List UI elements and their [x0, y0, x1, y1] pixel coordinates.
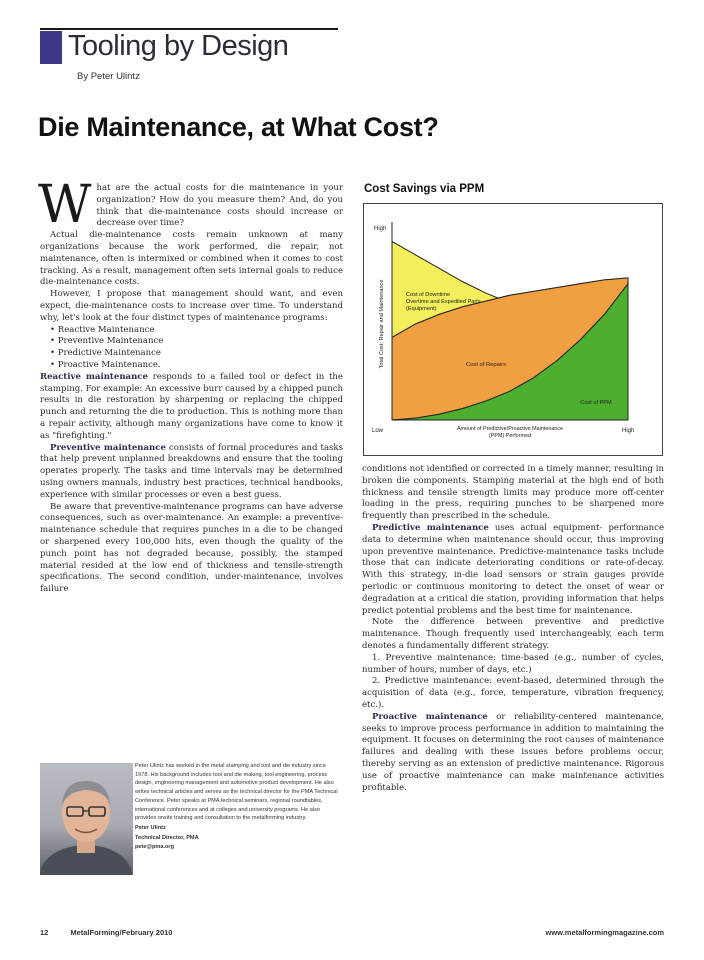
- y-axis-label: Total Cost: Repair and Maintenance: [379, 279, 385, 369]
- label-downtime-line3: (Equipment): [406, 306, 437, 312]
- chart-title: Cost Savings via PPM: [364, 183, 485, 195]
- predictive-paragraph: [362, 523, 664, 617]
- article-title: Die Maintenance, at What Cost?: [38, 112, 439, 142]
- body-paragraph: Note the difference between preventive and predictive maintenance. Though frequently used interchangeably, each term denotes a fundamentally different strategy.: [362, 617, 664, 651]
- intro-text: hat are the actual costs for die maintenance in your organization? How do you measure them? And, do you think that die-maintenance costs should increase or decrease over time?: [96, 183, 343, 229]
- list-item: • Proactive Maintenance.: [50, 360, 343, 372]
- bio-email: pete@pma.org: [135, 844, 175, 851]
- term-predictive: Predictive maintenance: [372, 522, 489, 533]
- reactive-text: responds to a failed tool or defect in the stamping. For example: An excessive burr caused by a chipped punch results in die restoration by sharpening or replacing the chipped punch and returning the die to production. This is nothing more than a repair activity, although many organizations have come to know it as "firefighting.": [40, 371, 343, 441]
- x-axis-label-line2: (PPM) Performed: [489, 433, 531, 439]
- predictive-text: uses actual equipment- performance data to determine when maintenance should occur, thus improving upon preventive maintenance. Predictive-maintenance tasks include those that can indicate deteriorating conditions or rate-of-decay. With this strategy, in-die load sensors or strain gauges provide periodic or continuous monitoring to detect the onset of wear or degradation at a critical die station, providing information that helps predict potential problems and the best time for maintenance.: [362, 522, 664, 616]
- list-paragraph: 1. Preventive maintenance: time-based (e.g., number of cycles, number of hours, number of days, etc.): [362, 652, 664, 675]
- author-photo: [40, 763, 133, 875]
- label-downtime-line2: Overtime and Expedited Parts: [406, 299, 481, 305]
- drop-cap: W: [38, 175, 92, 235]
- label-repairs: Cost of Repairs: [466, 362, 506, 368]
- term-preventive: Preventive maintenance: [50, 442, 166, 453]
- issue-label: MetalForming/February 2010: [70, 928, 173, 937]
- preventive-paragraph: [40, 443, 343, 502]
- x-tick-low: Low: [372, 428, 384, 434]
- proactive-paragraph: [362, 712, 664, 795]
- author-bio: [135, 762, 340, 852]
- proactive-text: or reliability-centered maintenance, seeks to improve process performance in addition to maintaining the equipment. It focuses on determining the root causes of maintenance failures and dealing with these issues before problems occur, thereby serving as an extension of predictive maintenance. Rigorous use of proactive maintenance can make maintenance activities profitable.: [362, 711, 664, 793]
- bio-name: Peter Ulintz: [135, 824, 166, 831]
- bio-title: Technical Director, PMA: [135, 834, 199, 841]
- left-column: [38, 175, 343, 596]
- footer-url: www.metalformingmagazine.com: [545, 928, 664, 937]
- cost-chart: [364, 204, 662, 455]
- chart-frame: [363, 203, 663, 456]
- intro-paragraph: [38, 175, 343, 235]
- body-paragraph: Actual die-maintenance costs remain unknown at many organizations because the work performed, die repair, not maintenance, often is intermixed or combined when it comes to cost tracking. As a result, management often sets internal goals to reduce die-maintenance costs.: [40, 230, 343, 288]
- page-number: 12: [40, 928, 49, 937]
- list-paragraph: 2. Predictive maintenance: event-based, determined through the acquisition of data (e.g., force, temperature, vibration frequency, etc.).: [362, 676, 664, 710]
- body-paragraph: However, I propose that management should want, and even expect, die-maintenance costs to increase over time. To understand why, let's look at the four distinct types of maintenance programs:: [40, 289, 343, 323]
- maintenance-types-list: [40, 325, 343, 372]
- byline: By Peter Ulintz: [77, 71, 140, 82]
- right-column: [362, 464, 664, 794]
- term-reactive: Reactive maintenance: [40, 371, 148, 382]
- department-color-bar: [40, 31, 62, 64]
- reactive-paragraph: [40, 372, 343, 443]
- list-item: • Reactive Maintenance: [50, 325, 343, 337]
- x-tick-high: High: [622, 428, 635, 434]
- footer-left: [40, 928, 172, 937]
- x-axis-label-line1: Amount of Predictive/Proactive Maintenance: [456, 426, 564, 432]
- body-paragraph: conditions not identified or corrected in a timely manner, resulting in broken die components. Stamping material at the high end of both thickness and tensile strength limits may produce more off-center loading in the press, requiring punches to be sharpened more frequently than prescribed in the schedule.: [362, 464, 664, 522]
- label-ppm: Cost of PPM: [580, 400, 612, 406]
- department-title: Tooling by Design: [68, 30, 289, 62]
- y-tick-high: High: [374, 226, 387, 232]
- bio-text: Peter Ulintz has worked in the metal stamping and tool and die industry since 1978. His background includes tool and die making, tool engineering, process design, engineering management and automotive product development. He also writes technical articles and serves as the technical director for the PMA Technical Conference. Peter speaks at PMA technical seminars, regional roundtables, international conferences and at colleges and university programs. He also provides onsite training and consultation to the metalforming industry.: [135, 763, 338, 822]
- label-downtime-line1: Cost of Downtime: [406, 292, 451, 298]
- term-proactive: Proactive maintenance: [372, 711, 488, 722]
- list-item: • Predictive Maintenance: [50, 348, 343, 360]
- preventive-text: consists of formal procedures and tasks that help prevent unplanned breakdowns and ensure that the tooling operates properly. The tasks and time intervals may be determined using owners manuals, industry best practices, technical handbooks, experience with similar processes or even a best guess.: [40, 442, 343, 500]
- list-item: • Preventive Maintenance: [50, 336, 343, 348]
- body-paragraph: Be aware that preventive-maintenance programs can have adverse consequences, such as over-maintenance. An example: a preventive-maintenance schedule that requires punches in a die to be changed or sharpened every 100,000 hits, even though the quality of the punch point has not degraded because, possibly, the stamped material resided at the low end of thickness and tensile-strength specifications. The second condition, under-maintenance, involves failure: [40, 501, 343, 595]
